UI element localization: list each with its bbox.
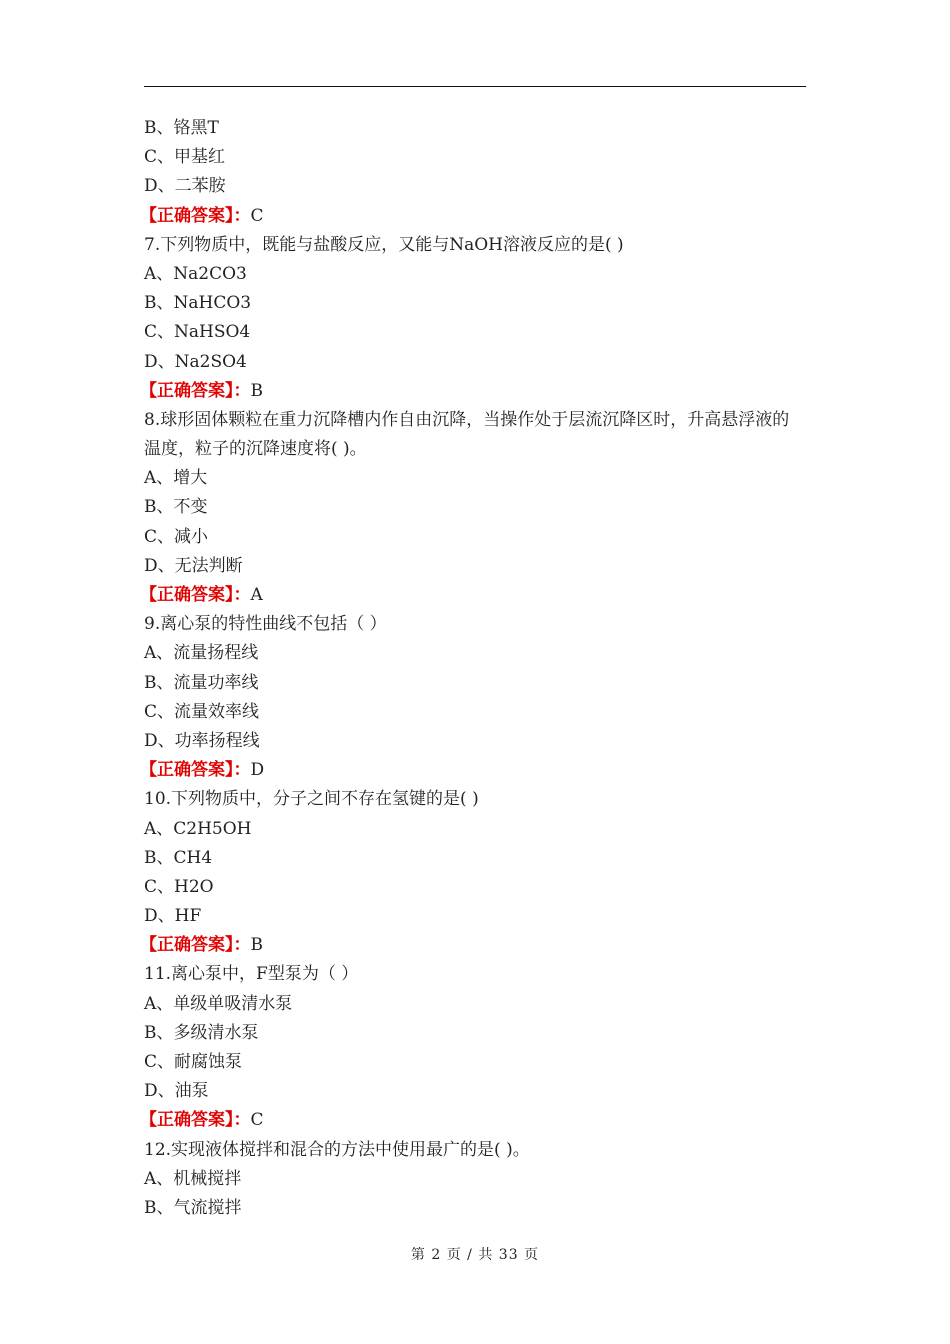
question-stem: 12.实现液体搅拌和混合的方法中使用最广的是( )。 bbox=[144, 1139, 530, 1160]
option-line: C、流量效率线 bbox=[144, 701, 260, 722]
header-rule bbox=[144, 86, 806, 87]
option-line: B、铬黑T bbox=[144, 118, 219, 138]
answer-line bbox=[140, 202, 806, 231]
option-line: B、不变 bbox=[144, 497, 208, 518]
option-line: B、流量功率线 bbox=[144, 672, 259, 693]
option-line: D、无法判断 bbox=[144, 555, 243, 576]
answer-label: 【正确答案】： bbox=[140, 585, 251, 606]
answer-label: 【正确答案】： bbox=[140, 760, 251, 781]
option-line: C、甲基红 bbox=[144, 147, 226, 168]
option-line: B、CH4 bbox=[144, 847, 213, 868]
answer-value: A bbox=[250, 585, 263, 606]
option-line: D、二苯胺 bbox=[144, 176, 226, 197]
answer-value: B bbox=[250, 380, 263, 401]
option-line: C、耐腐蚀泵 bbox=[144, 1052, 243, 1073]
answer-value: B bbox=[250, 935, 263, 956]
question-stem: 11.离心泵中，F型泵为（ ） bbox=[144, 964, 359, 985]
option-line: A、Na2CO3 bbox=[144, 263, 247, 284]
option-line: A、增大 bbox=[144, 468, 208, 489]
answer-line bbox=[140, 581, 806, 610]
option-line: B、多级清水泵 bbox=[144, 1022, 259, 1043]
option-line: A、C2H5OH bbox=[144, 818, 252, 839]
option-line: C、NaHSO4 bbox=[144, 322, 251, 343]
option-line: D、油泵 bbox=[144, 1081, 209, 1102]
option-line: B、NaHCO3 bbox=[144, 293, 252, 314]
option-line: A、单级单吸清水泵 bbox=[144, 993, 293, 1014]
option-line: A、流量扬程线 bbox=[144, 643, 259, 664]
option-line: D、Na2SO4 bbox=[144, 351, 247, 372]
question-stem: 7.下列物质中，既能与盐酸反应，又能与NaOH溶液反应的是( ) bbox=[144, 234, 624, 255]
answer-value: D bbox=[250, 760, 265, 781]
option-line: D、HF bbox=[144, 906, 202, 927]
option-line: C、H2O bbox=[144, 876, 214, 897]
option-line: A、机械搅拌 bbox=[144, 1168, 242, 1189]
answer-value: C bbox=[250, 205, 264, 226]
option-line: C、减小 bbox=[144, 526, 209, 547]
answer-label: 【正确答案】： bbox=[140, 1110, 251, 1131]
question-stem: 9.离心泵的特性曲线不包括（ ） bbox=[144, 614, 387, 635]
answer-label: 【正确答案】： bbox=[140, 205, 251, 226]
page-content bbox=[140, 114, 806, 1223]
page-footer: 第 2 页 / 共 33 页 bbox=[410, 1247, 540, 1263]
answer-label: 【正确答案】： bbox=[140, 380, 251, 401]
answer-line bbox=[140, 931, 806, 960]
option-line: D、功率扬程线 bbox=[144, 730, 260, 751]
answer-line bbox=[140, 756, 806, 785]
answer-line bbox=[140, 1106, 806, 1135]
answer-line bbox=[140, 377, 806, 406]
question-stem: 8.球形固体颗粒在重力沉降槽内作自由沉降，当操作处于层流沉降区时，升高悬浮液的温度，粒子的沉降速度将( )。 bbox=[144, 409, 790, 460]
answer-value: C bbox=[250, 1110, 264, 1131]
question-stem: 10.下列物质中，分子之间不存在氢键的是( ) bbox=[144, 789, 479, 810]
option-line: B、气流搅拌 bbox=[144, 1197, 242, 1218]
answer-label: 【正确答案】： bbox=[140, 935, 251, 956]
